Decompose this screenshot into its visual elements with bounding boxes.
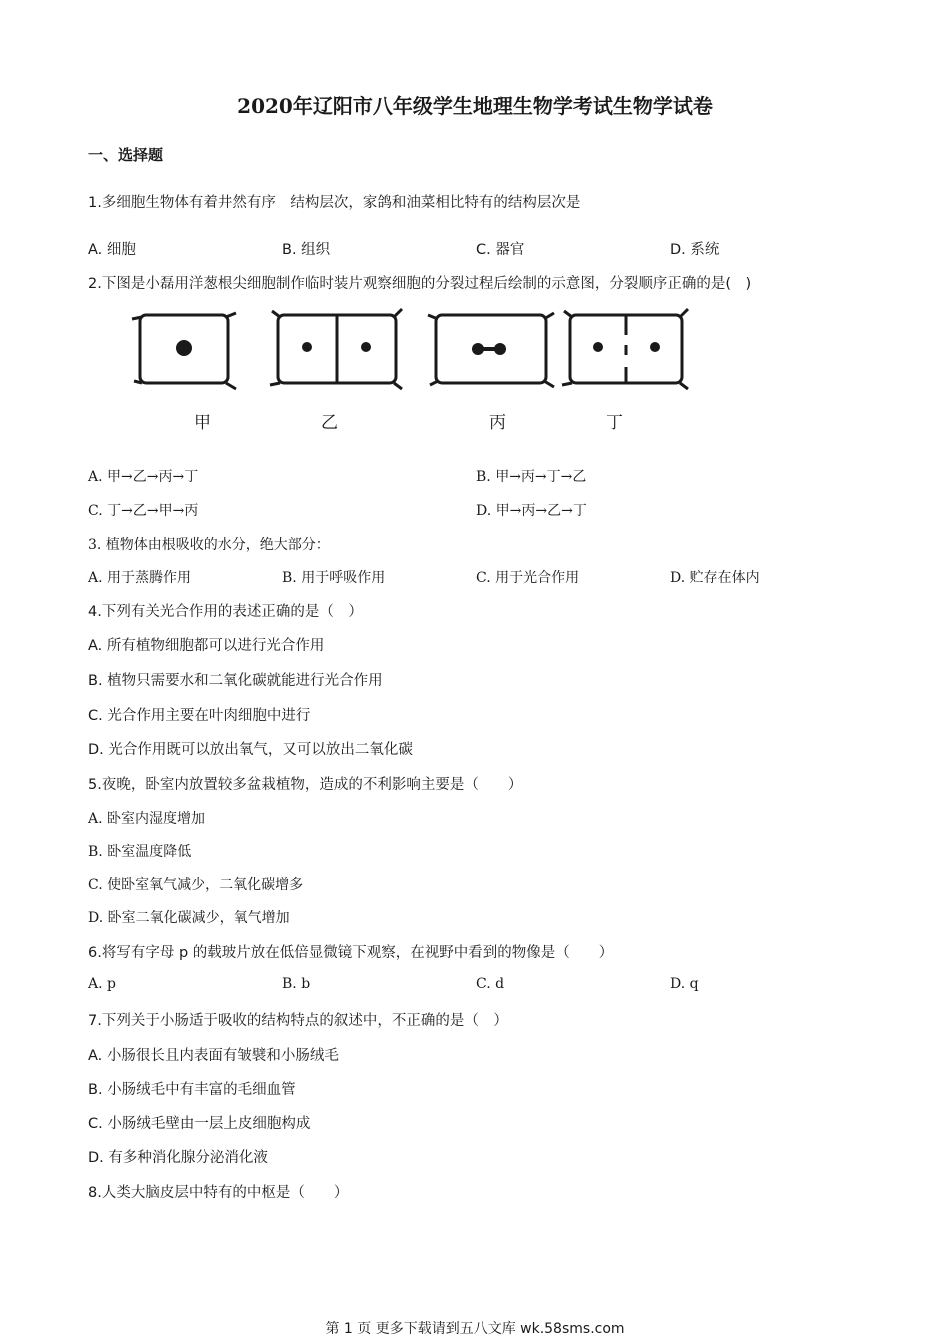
q5-option-a[interactable]: A. 卧室内湿度增加: [88, 811, 206, 827]
q2-option-d[interactable]: D. 甲→丙→乙→丁: [476, 503, 587, 519]
nucleus-ding-left: [593, 342, 603, 352]
figure-label-jia: 甲: [194, 413, 211, 433]
question-1-stem: 1.多细胞生物体有着井然有序 结构层次，家鸽和油菜相比特有的结构层次是: [88, 195, 581, 211]
q5-option-b[interactable]: B. 卧室温度降低: [88, 844, 192, 860]
figure-label-yi: 乙: [321, 413, 338, 433]
question-5-stem: 5.夜晚，卧室内放置较多盆栽植物，造成的不利影响主要是（ ）: [88, 777, 523, 793]
q1-option-b[interactable]: B. 组织: [282, 242, 331, 258]
cell-ding: [562, 309, 688, 389]
q3-option-b[interactable]: B. 用于呼吸作用: [282, 570, 386, 586]
q2-option-a[interactable]: A. 甲→乙→丙→丁: [88, 469, 199, 485]
cell-division-figure: [130, 305, 700, 400]
q4-option-c[interactable]: C. 光合作用主要在叶肉细胞中进行: [88, 708, 311, 724]
nucleus-bing-bridge: [478, 347, 500, 351]
q4-option-b[interactable]: B. 植物只需要水和二氧化碳就能进行光合作用: [88, 673, 383, 689]
nucleus-yi-right: [361, 342, 371, 352]
q3-option-a[interactable]: A. 用于蒸腾作用: [88, 570, 192, 586]
q6-option-a[interactable]: A. p: [88, 976, 116, 992]
q2-option-b[interactable]: B. 甲→丙→丁→乙: [476, 469, 587, 485]
nucleus-ding-right: [650, 342, 660, 352]
page-title: 2020年辽阳市八年级学生地理生物学考试生物学试卷: [237, 94, 713, 118]
q6-option-d[interactable]: D. q: [670, 976, 699, 992]
question-6-stem: 6.将写有字母 p 的载玻片放在低倍显微镜下观察，在视野中看到的物像是（ ）: [88, 945, 614, 961]
q1-option-c[interactable]: C. 器官: [476, 242, 525, 258]
q2-option-c[interactable]: C. 丁→乙→甲→丙: [88, 503, 199, 519]
q4-option-a[interactable]: A. 所有植物细胞都可以进行光合作用: [88, 638, 325, 654]
q1-option-d[interactable]: D. 系统: [670, 242, 720, 258]
q7-option-a[interactable]: A. 小肠很长且内表面有皱襞和小肠绒毛: [88, 1048, 339, 1064]
question-3-stem: 3. 植物体由根吸收的水分，绝大部分：: [88, 537, 330, 553]
nucleus-jia: [176, 340, 192, 356]
question-2-stem: 2.下图是小磊用洋葱根尖细胞制作临时装片观察细胞的分裂过程后绘制的示意图，分裂顺序正确的是( ): [88, 276, 752, 292]
question-7-stem: 7.下列关于小肠适于吸收的结构特点的叙述中，不正确的是（ ）: [88, 1013, 508, 1029]
figure-label-ding: 丁: [606, 413, 623, 433]
q3-option-c[interactable]: C. 用于光合作用: [476, 570, 580, 586]
q7-option-b[interactable]: B. 小肠绒毛中有丰富的毛细血管: [88, 1082, 296, 1098]
q1-option-a[interactable]: A. 细胞: [88, 242, 136, 258]
q7-option-d[interactable]: D. 有多种消化腺分泌消化液: [88, 1150, 268, 1166]
q7-option-c[interactable]: C. 小肠绒毛壁由一层上皮细胞构成: [88, 1116, 311, 1132]
nucleus-yi-left: [302, 342, 312, 352]
page-footer: 第 1 页 更多下载请到五八文库 wk.58sms.com: [325, 1321, 625, 1337]
question-8-stem: 8.人类大脑皮层中特有的中枢是（ ）: [88, 1185, 349, 1201]
figure-label-bing: 丙: [489, 413, 506, 433]
q6-option-b[interactable]: B. b: [282, 976, 311, 992]
question-4-stem: 4.下列有关光合作用的表述正确的是（ ）: [88, 604, 363, 620]
q4-option-d[interactable]: D. 光合作用既可以放出氧气，又可以放出二氧化碳: [88, 742, 413, 758]
section-heading: 一、选择题: [88, 146, 164, 164]
q5-option-d[interactable]: D. 卧室二氧化碳减少，氧气增加: [88, 910, 290, 926]
q5-option-c[interactable]: C. 使卧室氧气减少，二氧化碳增多: [88, 877, 304, 893]
q3-option-d[interactable]: D. 贮存在体内: [670, 570, 760, 586]
cell-yi: [270, 309, 402, 389]
q6-option-c[interactable]: C. d: [476, 976, 505, 992]
